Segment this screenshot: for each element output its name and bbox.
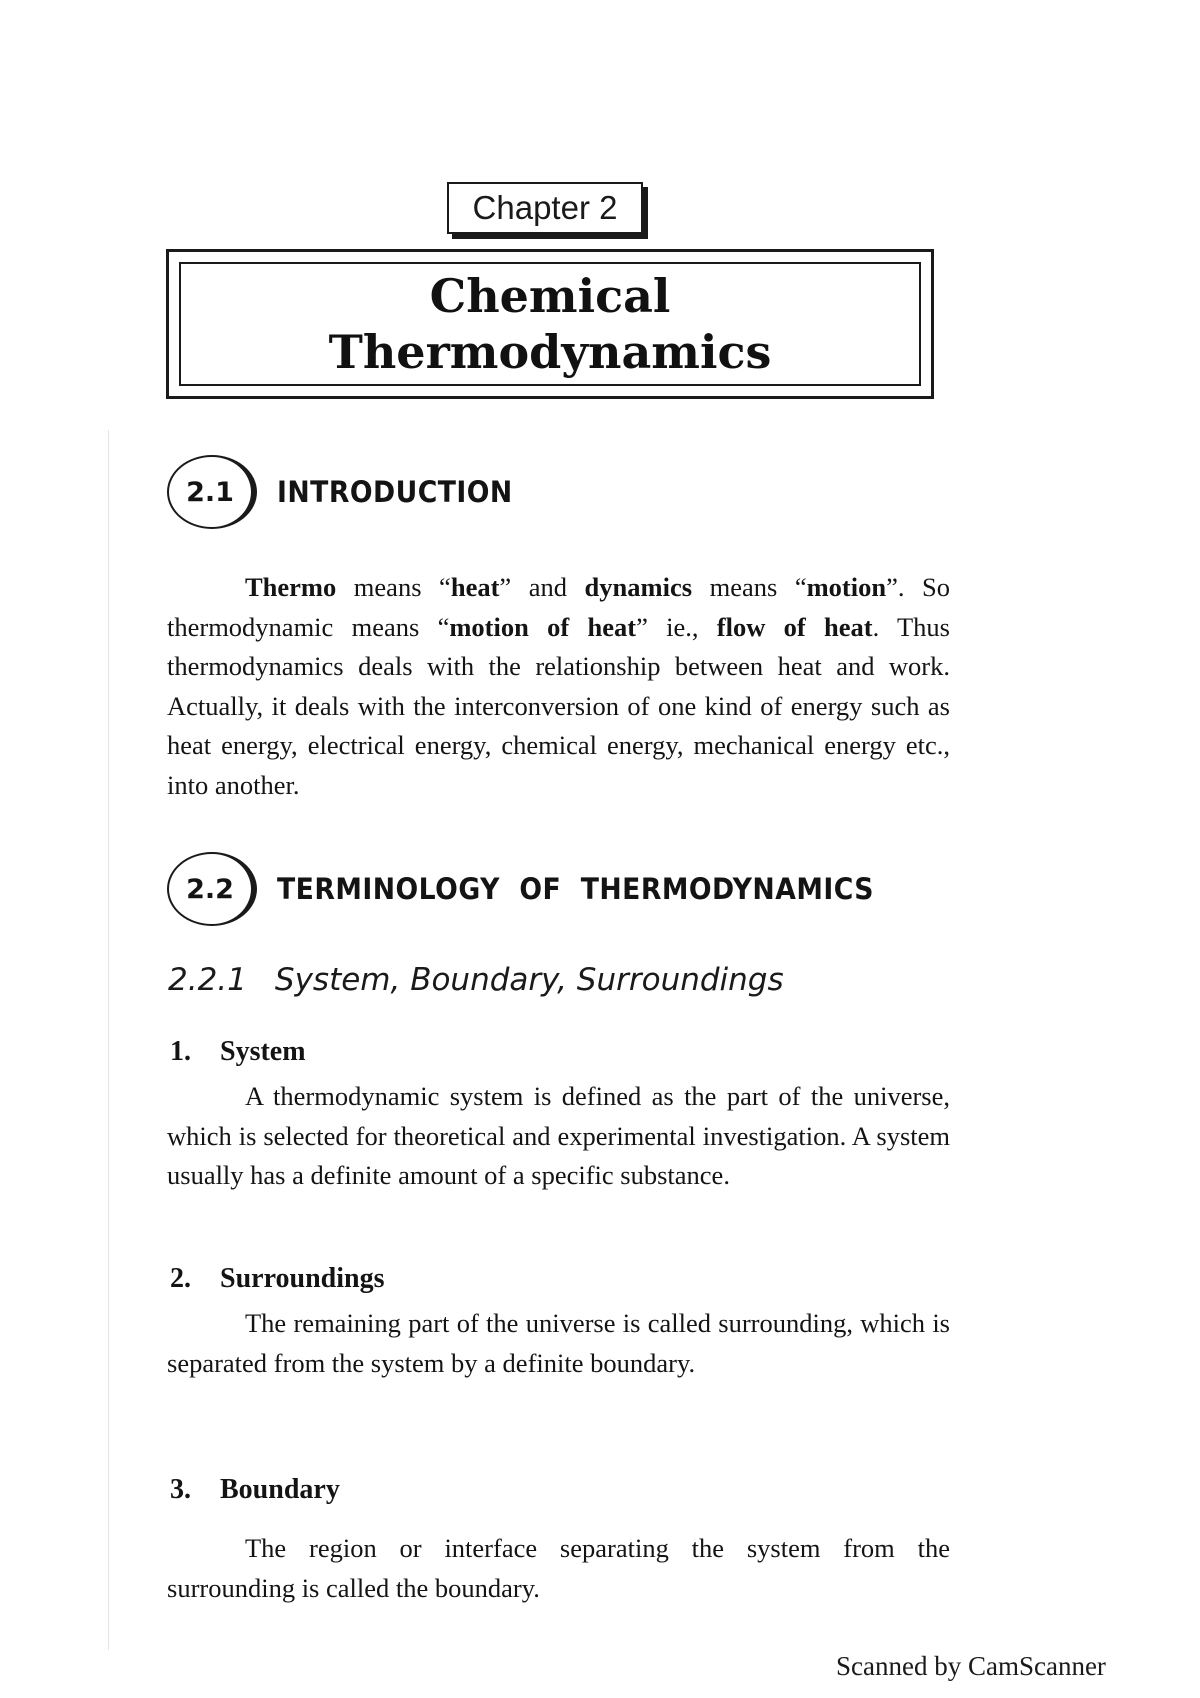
item-paragraph-system — [167, 1077, 950, 1196]
section-number-badge: 2.1 — [167, 455, 257, 529]
term-dynamics: dynamics — [584, 572, 693, 602]
item-title: System — [220, 1036, 306, 1067]
intro-text: means “ — [336, 572, 451, 602]
chapter-title-line-2: Thermodynamics — [328, 325, 772, 379]
term-thermo: Thermo — [245, 572, 337, 602]
item-text: The remaining part of the universe is called surrounding, which is separated from the system by a definite boundary. — [167, 1308, 950, 1378]
section-number-badge: 2.2 — [167, 852, 257, 926]
intro-paragraph — [167, 568, 950, 805]
item-title: Surroundings — [220, 1263, 385, 1294]
chapter-title-inner-border — [179, 262, 921, 386]
item-text: The region or interface separating the system from the surrounding is called the boundary. — [167, 1533, 950, 1603]
chapter-title-line-1: Chemical — [429, 269, 671, 323]
item-title: Boundary — [220, 1474, 340, 1505]
term-motion: motion — [806, 572, 887, 602]
item-number: 2. — [170, 1263, 191, 1294]
item-paragraph-surroundings — [167, 1304, 950, 1383]
item-heading-surroundings — [170, 1263, 384, 1295]
item-heading-system — [170, 1036, 306, 1068]
scan-watermark: Scanned by CamScanner — [836, 1651, 1106, 1681]
intro-text: means “ — [692, 572, 807, 602]
intro-text: ”. So thermodynamic means “ — [167, 572, 951, 642]
page-edge-shadow — [108, 430, 109, 1650]
chapter-label: Chapter 2 — [447, 182, 643, 234]
intro-text: ” ie., — [636, 611, 717, 642]
chapter-title-box — [166, 249, 934, 399]
term-motion-of-heat: motion of heat — [449, 611, 637, 642]
intro-text: . Thus thermodynamics deals with the relationship between heat and work. Actually, it deals with the interconversion of one kind of energy such as heat energy, electrical energy, chemical energy, mechanical energy etc., into another. — [167, 611, 950, 800]
item-paragraph-boundary — [167, 1529, 950, 1608]
subsection-number: 2.2.1 — [168, 962, 247, 998]
section-title: TERMINOLOGY OF THERMODYNAMICS — [277, 872, 874, 906]
section-title: INTRODUCTION — [277, 475, 513, 509]
item-number: 1. — [170, 1036, 191, 1067]
item-number: 3. — [170, 1474, 191, 1505]
intro-text: ” and — [499, 572, 585, 602]
term-flow-of-heat: flow of heat — [716, 611, 873, 642]
subsection-title: System, Boundary, Surroundings — [274, 962, 784, 998]
subsection-heading — [168, 962, 784, 998]
term-heat: heat — [450, 572, 500, 602]
section-heading-2-1 — [167, 455, 533, 529]
section-heading-2-2 — [167, 852, 926, 926]
item-text: A thermodynamic system is defined as the part of the universe, which is selected for theoretical and experimental investigation. A system usually has a definite amount of a specific substance. — [167, 1081, 950, 1190]
item-heading-boundary — [170, 1474, 340, 1506]
